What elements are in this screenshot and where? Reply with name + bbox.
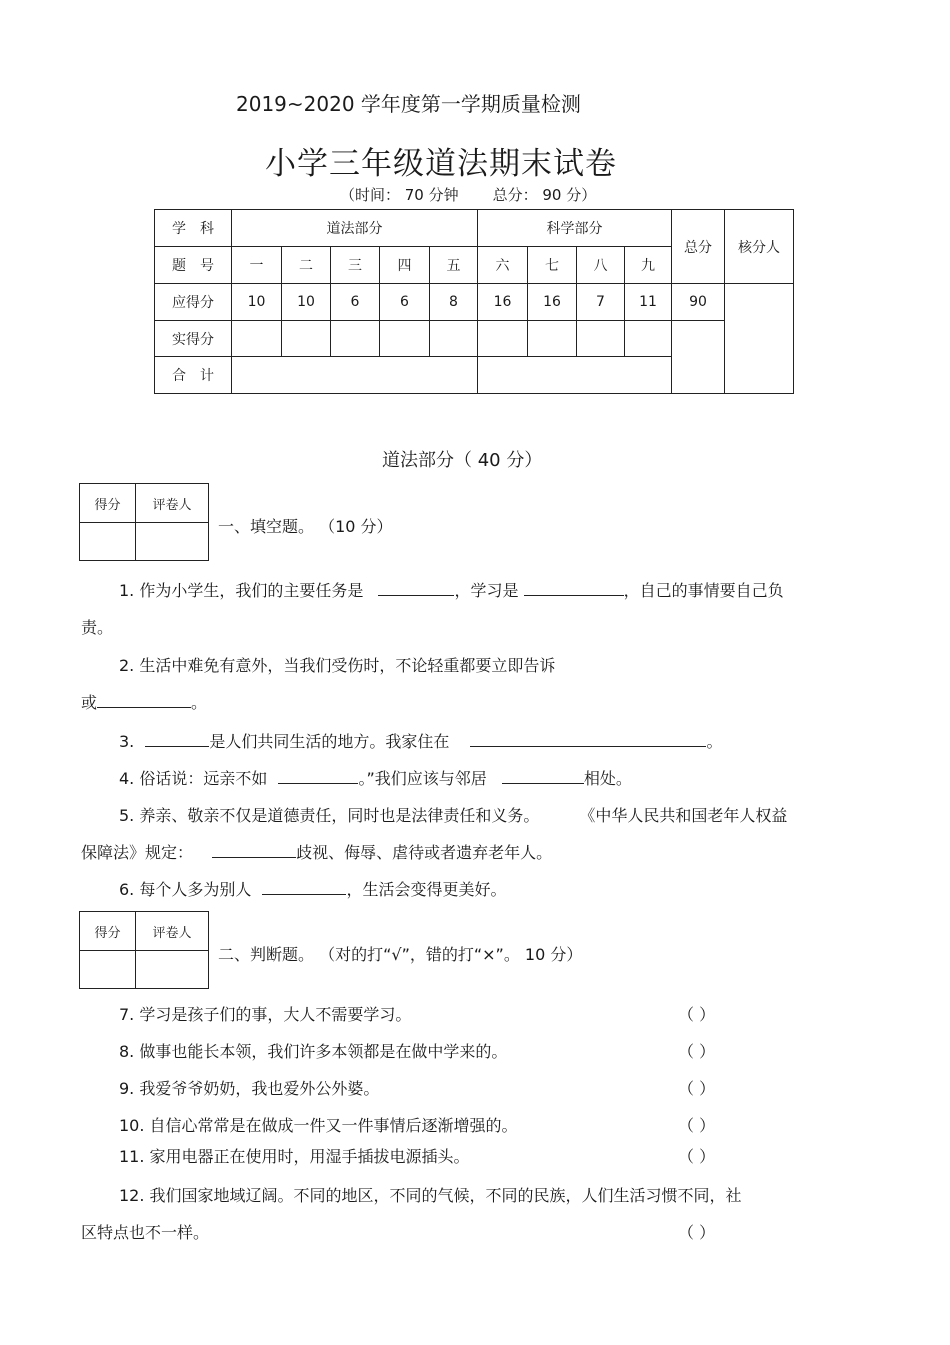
actual-label: 实得分 [155, 321, 232, 357]
grader-label: 评卷人 [136, 912, 209, 951]
total-header: 总分 [672, 210, 725, 284]
exam-time-info [340, 184, 596, 205]
score-label: 得分 [80, 912, 136, 951]
question-1-cont: 责。 [81, 618, 114, 637]
due-score: 6 [380, 284, 430, 321]
daofa-sum-cell[interactable] [232, 357, 478, 394]
checker-header: 核分人 [725, 210, 794, 284]
section-heading: 道法部分（ 40 分） [382, 450, 543, 471]
due-score: 6 [331, 284, 380, 321]
sum-label: 合 计 [155, 357, 232, 394]
grader-cell[interactable] [136, 951, 209, 989]
answer-blank[interactable] [278, 769, 358, 784]
actual-score-cell[interactable] [478, 321, 528, 357]
actual-score-cell[interactable] [528, 321, 577, 357]
grade-box-part1 [79, 483, 209, 561]
checker-cell[interactable] [725, 284, 794, 394]
question-3: 3. 是人们共同生活的地方。我家住在 。 [119, 732, 723, 751]
actual-score-cell[interactable] [282, 321, 331, 357]
question-2: 2. 生活中难免有意外，当我们受伤时，不论轻重都要立即告诉 [119, 656, 556, 675]
due-score: 16 [528, 284, 577, 321]
judge-item-8: 8. 做事也能长本领，我们许多本领都是在做中学来的。 [119, 1042, 508, 1061]
qnum-cell: 四 [380, 247, 430, 284]
question-2-cont: 或 。 [81, 693, 208, 712]
exam-total: 总分： 90 分） [492, 186, 597, 204]
judge-item-11: 11. 家用电器正在使用时，用湿手插拔电源插头。 [119, 1147, 470, 1166]
judge-item-7: 7. 学习是孩子们的事，大人不需要学习。 [119, 1005, 412, 1024]
actual-score-cell[interactable] [430, 321, 478, 357]
grader-label: 评卷人 [136, 484, 209, 523]
judge-item-10: 10. 自信心常常是在做成一件又一件事情后逐渐增强的。 [119, 1116, 518, 1135]
actual-score-cell[interactable] [380, 321, 430, 357]
due-score: 16 [478, 284, 528, 321]
qnum-label: 题 号 [155, 247, 232, 284]
due-total: 90 [672, 284, 725, 321]
question-5-cont: 保障法》规定： 歧视、侮辱、虐待或者遗弃老年人。 [81, 843, 553, 862]
due-score: 10 [282, 284, 331, 321]
answer-paren[interactable]: （ ） [678, 1223, 716, 1242]
score-label: 得分 [80, 484, 136, 523]
score-cell[interactable] [80, 523, 136, 561]
answer-blank[interactable] [262, 880, 346, 895]
actual-total-cell[interactable] [672, 321, 725, 394]
exam-time: （时间： 70 分钟 [340, 186, 459, 204]
due-score: 8 [430, 284, 478, 321]
answer-paren[interactable]: （ ） [678, 1042, 716, 1061]
exam-title: 小学三年级道法期末试卷 [265, 146, 617, 182]
part1-title: 一、填空题。 （10 分） [218, 517, 393, 536]
actual-score-cell[interactable] [625, 321, 672, 357]
judge-item-12: 12. 我们国家地域辽阔。不同的地区，不同的气候，不同的民族，人们生活习惯不同，社 [119, 1186, 742, 1205]
answer-paren[interactable]: （ ） [678, 1116, 716, 1135]
qnum-cell: 三 [331, 247, 380, 284]
answer-blank[interactable] [502, 769, 584, 784]
qnum-cell: 一 [232, 247, 282, 284]
answer-blank[interactable] [145, 732, 209, 747]
judge-item-12-cont: 区特点也不一样。 [81, 1223, 210, 1242]
answer-paren[interactable]: （ ） [678, 1005, 716, 1024]
due-score: 10 [232, 284, 282, 321]
part2-title: 二、判断题。 （对的打“√”，错的打“×”。 10 分） [218, 945, 583, 964]
kexue-sum-cell[interactable] [478, 357, 672, 394]
answer-blank[interactable] [212, 843, 296, 858]
answer-paren[interactable]: （ ） [678, 1079, 716, 1098]
score-cell[interactable] [80, 951, 136, 989]
judge-item-9: 9. 我爱爷爷奶奶，我也爱外公外婆。 [119, 1079, 380, 1098]
subject-label: 学 科 [155, 210, 232, 247]
question-4: 4. 俗话说：远亲不如 。”我们应该与邻居 相处。 [119, 769, 632, 788]
answer-blank[interactable] [378, 581, 454, 596]
kexue-part-header: 科学部分 [478, 210, 672, 247]
qnum-cell: 六 [478, 247, 528, 284]
daofa-part-header: 道法部分 [232, 210, 478, 247]
due-score: 7 [577, 284, 625, 321]
grade-box-part2 [79, 911, 209, 989]
actual-score-cell[interactable] [232, 321, 282, 357]
answer-paren[interactable]: （ ） [678, 1147, 716, 1166]
qnum-cell: 八 [577, 247, 625, 284]
grader-cell[interactable] [136, 523, 209, 561]
answer-blank[interactable] [524, 581, 624, 596]
qnum-cell: 二 [282, 247, 331, 284]
actual-score-cell[interactable] [331, 321, 380, 357]
qnum-cell: 五 [430, 247, 478, 284]
question-6: 6. 每个人多为别人 ，生活会变得更美好。 [119, 880, 507, 899]
question-5: 5. 养亲、敬亲不仅是道德责任，同时也是法律责任和义务。 《中华人民共和国老年人权益 [119, 806, 788, 825]
due-score: 11 [625, 284, 672, 321]
due-label: 应得分 [155, 284, 232, 321]
score-table [154, 209, 794, 394]
qnum-cell: 七 [528, 247, 577, 284]
exam-subtitle: 2019~2020 学年度第一学期质量检测 [236, 92, 581, 116]
answer-blank[interactable] [97, 693, 191, 708]
actual-score-cell[interactable] [577, 321, 625, 357]
question-1: 1. 作为小学生，我们的主要任务是 ，学习是 ，自己的事情要自己负 [119, 581, 784, 600]
qnum-cell: 九 [625, 247, 672, 284]
answer-blank[interactable] [470, 732, 706, 747]
